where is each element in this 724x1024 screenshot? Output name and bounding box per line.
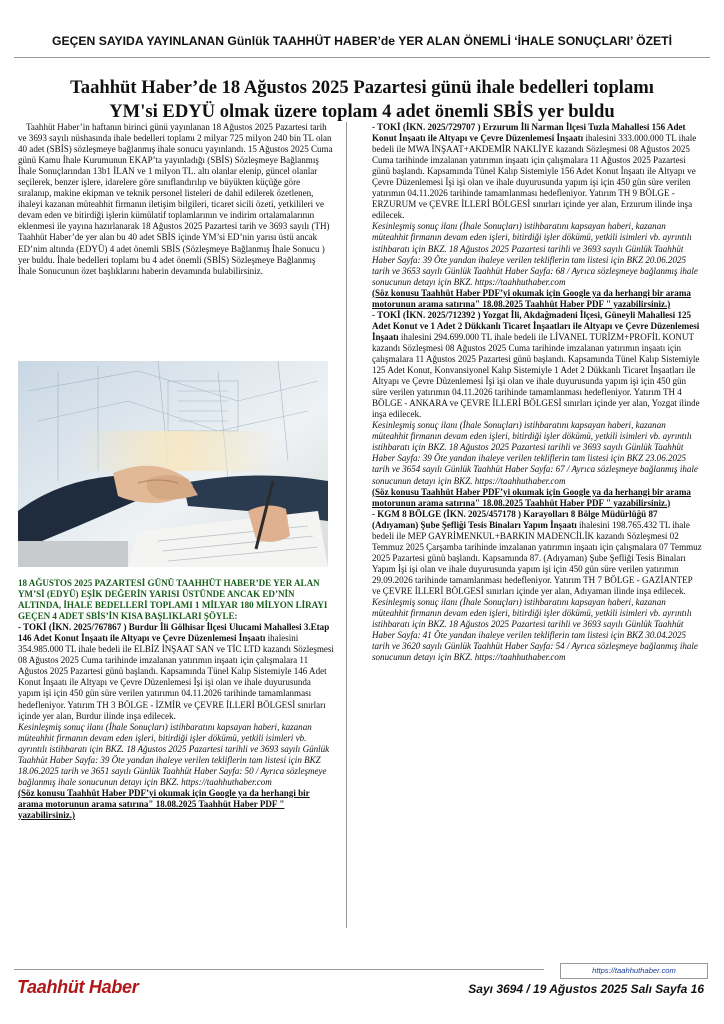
entry-reference: Kesinleşmiş sonuç ilanı (İhale Sonuçları) istihbaratını kapsayan haberi, kazanan müteahhit firmanın devam eden işleri, bitirdiği işler dökümü, yetkili isimleri vb. ayrıntılı istihbaratı için BKZ. 18 Ağustos 2025 Pazartesi tarihli ve 3693 sayılı Günlük Taahhüt Haber Sayfa: 41 Öte yandan ihaleye verilen tekliflerin tam listesi için BKZ 30.04.2025 tarih ve 3620 sayılı Günlük Taahhüt Haber Sayfa: 54 / Ayrıca sözleşmeye bağlanmış ihale sonucunun detayı için BKZ. https://taahhuthaber.com bbox=[372, 597, 698, 663]
top-divider bbox=[14, 57, 710, 58]
entry-note-link[interactable]: (Söz konusu Taahhüt Haber PDF’yi okumak için Google ya da herhangi bir arama motorunun arama satırına" 18.08.2025 Taahhüt Haber PDF " yazabilirsiniz.) bbox=[18, 787, 310, 820]
list-item bbox=[372, 509, 702, 664]
headline-line-1: Taahhüt Haber’de 18 Ağustos 2025 Pazartesi günü ihale bedelleri toplamı bbox=[70, 77, 654, 98]
entry-note-link[interactable]: (Söz konusu Taahhüt Haber PDF’yi okumak için Google ya da herhangi bir arama motorunun arama satırına" 18.08.2025 Taahhüt Haber PDF " yazabilirsiniz.) bbox=[372, 287, 691, 309]
list-item bbox=[18, 622, 334, 821]
list-item bbox=[372, 310, 702, 509]
left-column-entries bbox=[18, 578, 334, 821]
bottom-divider bbox=[14, 969, 544, 970]
footer-issue-info: Sayı 3694 / 19 Ağustos 2025 Salı Sayfa 16 bbox=[468, 982, 704, 996]
entry-body: ihalesini 294.699.000 TL ihale bedeli ile LİVANEL TURİZM+PROFİL KONUT kazandı Sözleşmesi 08 Ağustos 2025 Cuma tarihinde imzalanan yatırımın inşaatı için çalışmalara 11 Ağustos 2025 Pazartesi günü başlandı. Kapsamında Tünel Kalıp Sistemiyle 125 Adet Konut, Konvansiyonel Kalıp Sistemiyle 1 Adet 2 Dükkanlı Ticaret İnşaatları ile Altyapı ve Çevre Düzenlemesi İşi işi olan ve ihale duyurusunda yapım işi için 450 gün süre verilen yatırımın 04.11.2026 tarihinde tamamlanması hedefleniyor. Yatırım TH 4 BÖLGE - ANKARA ve ÇEVRE İLLERİ BÖLGESİ sınırları içinde yer alan, Yozgat ilinde inşa edilecek. bbox=[372, 331, 700, 420]
entry-note-link[interactable]: (Söz konusu Taahhüt Haber PDF’yi okumak için Google ya da herhangi bir arama motorunun arama satırına" 18.08.2025 Taahhüt Haber PDF " yazabilirsiniz.) bbox=[372, 486, 691, 508]
entry-reference: Kesinleşmiş sonuç ilanı (İhale Sonuçları) istihbaratını kapsayan haberi, kazanan müteahhit firmanın devam eden işleri, bitirdiği işler dökümü, yetkili isimleri vb. ayrıntılı istihbaratı için BKZ. 18 Ağustos 2025 Pazartesi tarihli ve 3693 sayılı Günlük Taahhüt Haber Sayfa: 39 Öte yandan ihaleye verilen tekliflerin tam listesi için BKZ 20.06.2025 tarih ve 3653 sayılı Günlük Taahhüt Haber Sayfa: 68 / Ayrıca sözleşmeye bağlanmış ihale sonucunun detayı için BKZ. https://taahhuthaber.com bbox=[372, 221, 698, 287]
list-item bbox=[372, 122, 702, 310]
entry-reference: Kesinleşmiş sonuç ilanı (İhale Sonuçları) istihbaratını kapsayan haberi, kazanan müteahhit firmanın devam eden işleri, bitirdiği işler dökümü, yetkili isimleri vb. ayrıntılı istihbaratı için BKZ. 18 Ağustos 2025 Pazartesi tarihli ve 3693 sayılı Günlük Taahhüt Haber Sayfa: 39 Öte yandan ihaleye verilen tekliflerin tam listesi için BKZ 18.06.2025 tarih ve 3651 sayılı Günlük Taahhüt Haber Sayfa: 50 / Ayrıca sözleşmeye bağlanmış ihale sonucunun detayı için BKZ. https://taahhuthaber.com bbox=[18, 721, 330, 787]
intro-paragraph: Taahhüt Haber’in haftanın birinci günü yayınlanan 18 Ağustos 2025 Pazartesi tarih ve 3693 sayılı nüshasında ihale bedelleri toplamı 2 milyar 725 milyon 240 bin TL olan 40 adet (SBİS) sözleşmeye bağlanmış ihale sonucu yayınlandı. 15 Ağustos 2025 Cuma günü Kamu İhale Kurumunun EKAP’ta yayınladığı (SBİS) Sözleşmeye Bağlanmış İhale Sonuçlarından 13b1 İLAN ve 1 milyon TL. altı olanlar elenip, güncel olanlar seçilerek, benzer işlere, idarelere göre sınıflandırılıp ve büyükten küçüğe göre sıralanıp, makine ekipman ve teknik personel listeleri de dahil edilerek özetlenen, ihaleyi kazanan müteahhit firmanın iletişim bilgileri, ticaret sicili özeti, yetkilileri ve devam eden ve bitirdiği işlerin kümülatif toplamlarının ve indirim ortalamalarının eklenmesi ile yayına hazırlanarak 18 Ağustos 2025 Pazartesi tarih ve 3693 sayılı (TH) Taahhüt Haber’de yer alan bu 40 adet SBİS içinde YM’si ED’nin yarısı üstü ancak ED’nim altında (EDYÜ) 4 adet önemli SBİS (Sözleşmeye Bağlanmış İhale Sonucu ) yer buldu. İhale bedelleri toplamı bu 4 adet önemli (SBİS) Sözleşmeye Bağlanmış İhale Sonucunun özet başlıklarını haberin devamında bulabilirsiniz. bbox=[18, 122, 333, 276]
page-top-title: GEÇEN SAYIDA YAYINLANAN Günlük TAAHHÜT HABER’de YER ALAN ÖNEMLİ ‘İHALE SONUÇLARI’ ÖZETİ bbox=[51, 34, 673, 48]
section-heading: 18 AĞUSTOS 2025 PAZARTESİ GÜNÜ TAAHHÜT HABER’DE YER ALAN YM’Sİ (EDYÜ) EŞİK DEĞERİN YARISI ÜSTÜNDE ANCAK ED’NİN ALTINDA, İHALE BEDELLERİ TOPLAMI 1 MİLYAR 180 MİLYON LİRAYI GEÇEN 4 ADET SBİS’İN KISA BAŞLIKLARI ŞÖYLE: bbox=[18, 578, 328, 622]
entry-reference: Kesinleşmiş sonuç ilanı (İhale Sonuçları) istihbaratını kapsayan haberi, kazanan müteahhit firmanın devam eden işleri, bitirdiği işler dökümü, yetkili isimleri vb. ayrıntılı istihbaratı için BKZ. 18 Ağustos 2025 Pazartesi tarihli ve 3693 sayılı Günlük Taahhüt Haber Sayfa: 39 Öte yandan ihaleye verilen tekliflerin tam listesi için BKZ 23.06.2025 tarih ve 3654 sayılı Günlük Taahhüt Haber Sayfa: 67 / Ayrıca sözleşmeye bağlanmış ihale sonucunun detayı için BKZ. https://taahhuthaber.com bbox=[372, 420, 698, 486]
footer-website-link[interactable]: https://taahhuthaber.com bbox=[560, 963, 708, 979]
entry-body: ihalesini 333.000.000 TL ihale bedeli ile MWA İNŞAAT+AKDEMİR NAKLİYE kazandı Sözleşmesi 08 Ağustos 2025 Cuma tarihinde imzalanan yatırımın inşaatı için çalışmalara 11 Ağustos 2025 Pazartesi günü başlandı. Kapsamında Tünel Kalıp Sistemiyle 156 Adet Konut İnşaatı ile Altyapı ve Çevre Düzenlemesi İşi işi olan ve ihale duyurusunda yapım işi için 450 gün süre verilen yatırımın 04.11.2026 tarihinde tamamlanması hedefleniyor. Yatırım TH 9 BÖLGE - ERZURUM ve ÇEVRE İLLERİ BÖLGESİ sınırları içinde yer alan, Erzurum ilinde inşa edilecek. bbox=[372, 133, 697, 221]
right-column-entries bbox=[372, 122, 702, 663]
entry-title: - KGM 8 BÖLGE (İKN. 2025/457178 ) Karayolları 8 Bölge Müdürlüğü 87 (Adıyaman) Şube Şefliği Tesis Binaları Yapım İnşaatı bbox=[372, 508, 658, 530]
footer-logo: Taahhüt Haber bbox=[17, 977, 139, 997]
entry-body: ihalesini 198.765.432 TL ihale bedeli ile MEP GAYRİMENKUL+BARKIN MADENCİLİK kazandı Sözleşmesi 02 Temmuz 2025 Çarşamba tarihinde imzalanan yatırımın inşaatı için çalışmalara 07 Temmuz 2025 Pazartesi günü başlandı. Kapsamında 87. (Adıyaman) Şube Şefliği Tesis Binaları Yapım İşi işi olan ve ihale duyurusunda yapım işi için 450 gün süre verilen yatırımın 29.09.2026 tarihinde tamamlanması hedefleniyor. Yatırım TH 7 BÖLGE - GAZİANTEP ve ÇEVRE İLLERİ BÖLGESİ sınırları içinde yer alan, Adıyaman ilinde inşa edilecek. bbox=[372, 519, 702, 596]
left-column-intro bbox=[18, 122, 334, 277]
entry-body: ihalesini 354.985.000 TL ihale bedeli ile ELBİZ İNŞAAT SAN ve TİC LTD kazandı Sözleşmesi 08 Ağustos 2025 Cuma tarihinde imzalanan yatırımın inşaatı için çalışmalara 11 Ağustos 2025 Pazartesi günü başlandı. Kapsamında Tünel Kalıp Sistemiyle 146 Adet Konut İnşaatı ile Altyapı ve Çevre Düzenlemesi İşi işi olan ve ihale duyurusunda yapım işi için 450 gün süre verilen yatırımın 04.11.2026 tarihinde tamamlanması hedefleniyor. Yatırım TH 3 BÖLGE - İZMİR ve ÇEVRE İLLERİ BÖLGESİ sınırları içinde yer alan, Burdur ilinde inşa edilecek. bbox=[18, 633, 334, 721]
entry-title: - TOKİ (İKN. 2025/729707 ) Erzurum İli Narman İlçesi Tuzla Mahallesi 156 Adet Konut İnşaatı ile Altyapı ve Çevre Düzenlemesi İnşaatı bbox=[372, 122, 686, 144]
entry-title: - TOKİ (İKN. 2025/712392 ) Yozgat İli, Akdağmadeni İlçesi, Güneyli Mahallesi 125 Adet Konut ve 1 Adet 2 Dükkanlı Ticaret İnşaatları ile Altyapı ve Çevre Düzenlemesi İnşaatı bbox=[372, 309, 700, 342]
headline bbox=[24, 76, 700, 124]
handshake-photo bbox=[18, 361, 328, 567]
column-divider bbox=[346, 122, 347, 928]
handshake-illustration-icon bbox=[18, 361, 328, 567]
entry-title: - TOKİ (İKN. 2025/767867 ) Burdur İli Gölhisar İlçesi Ulucami Mahallesi 3.Etap 146 Adet Konut İnşaatı ile Altyapı ve Çevre Düzenlemesi İnşaatı bbox=[18, 622, 330, 644]
headline-line-2: YM'si EDYÜ olmak üzere toplam 4 adet önemli SBİS yer buldu bbox=[109, 101, 615, 122]
